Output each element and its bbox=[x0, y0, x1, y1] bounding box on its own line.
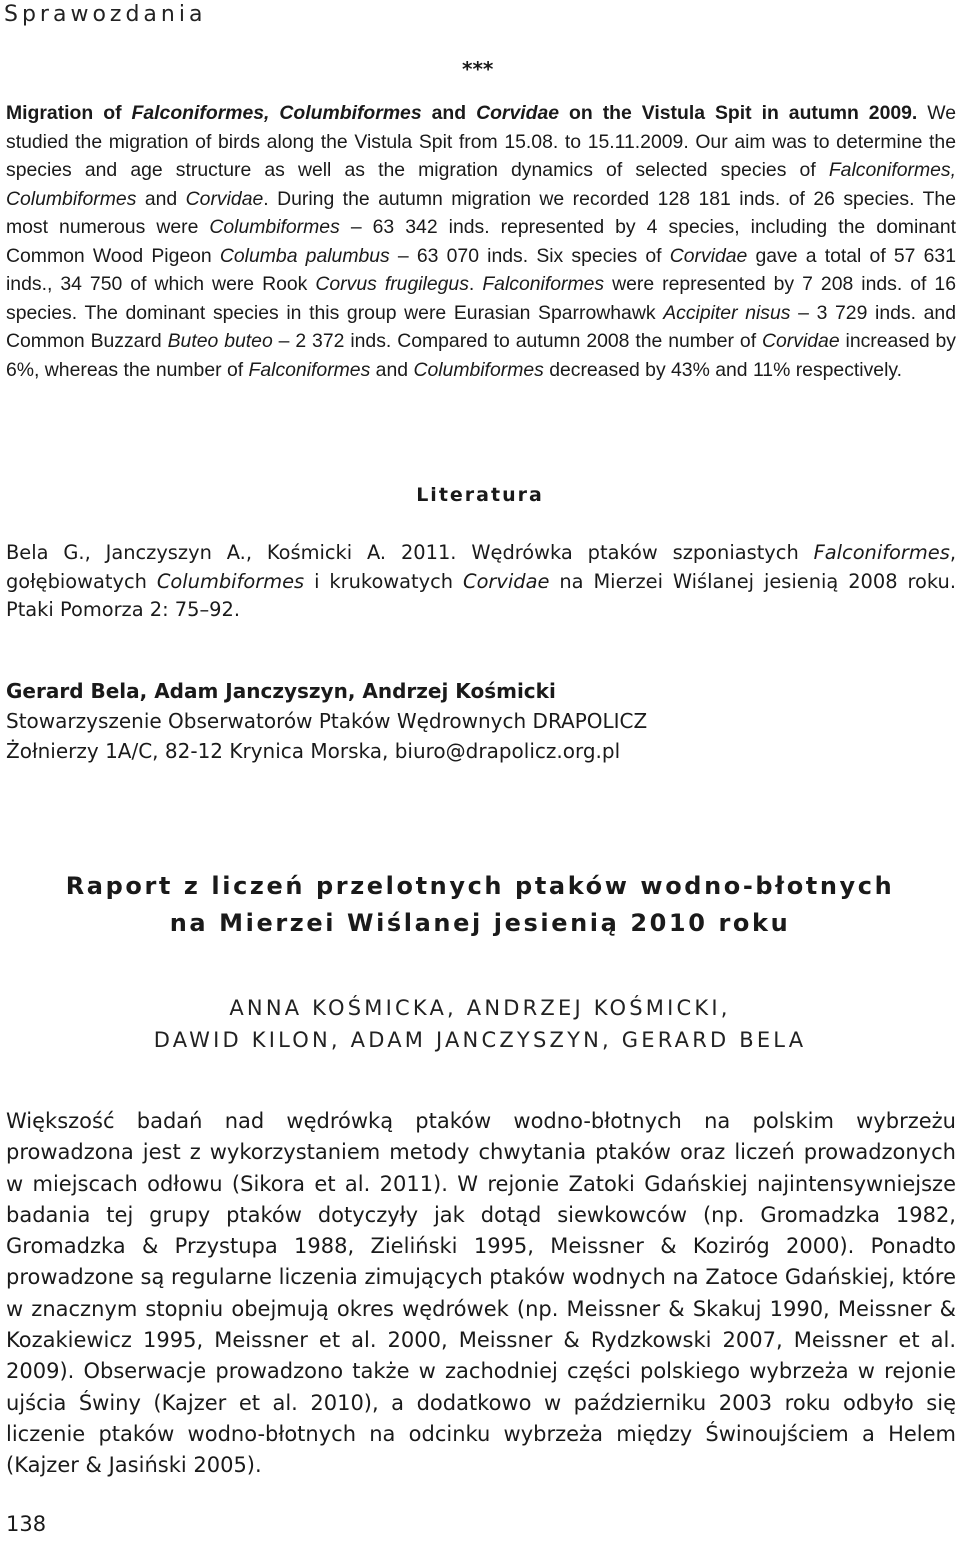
article-authors bbox=[0, 992, 960, 1056]
text-run: – 2 372 inds. Compared to autumn 2008 the number of bbox=[272, 330, 762, 352]
affiliation-organization: Stowarzyszenie Obserwatorów Ptaków Wędrownych DRAPOLICZ bbox=[6, 709, 648, 733]
text-run: increased by 6%, whereas the number of bbox=[6, 330, 956, 381]
italic-text-run: Corvidae bbox=[476, 102, 560, 124]
text-run: and bbox=[136, 187, 186, 210]
italic-text-run: Buteo buteo bbox=[167, 330, 273, 352]
italic-text-run: Corvidae bbox=[185, 187, 264, 210]
italic-text-run: Falconiformes bbox=[482, 273, 605, 295]
literature-heading: Literatura bbox=[416, 484, 544, 506]
text-run: . During the autumn migration we recorded 128 181 inds. of 26 species. The most numerous were bbox=[6, 187, 956, 238]
text-run: – 63 342 inds. represented by 4 species, including the dominant Common Wood Pigeon bbox=[6, 216, 956, 267]
text-run: – 3 729 inds. and Common Buzzard bbox=[6, 301, 956, 352]
italic-text-run: Corvidae bbox=[463, 569, 550, 593]
reference-entry bbox=[6, 539, 956, 625]
italic-text-run: Accipiter nisus bbox=[663, 301, 791, 324]
summary-title bbox=[6, 102, 917, 124]
english-summary bbox=[6, 99, 956, 384]
article-title-line-1: Raport z liczeń przelotnych ptaków wodno-błotnych bbox=[65, 872, 895, 900]
text-run: and bbox=[421, 102, 477, 124]
section-header: Sprawozdania bbox=[4, 2, 207, 27]
page-number: 138 bbox=[6, 1512, 47, 1536]
text-run: and bbox=[370, 358, 414, 381]
author-affiliation bbox=[6, 676, 956, 766]
italic-text-run: Columbiformes bbox=[156, 569, 305, 593]
italic-text-run: Corvus frugilegus bbox=[315, 273, 469, 295]
text-run: . bbox=[468, 273, 483, 295]
italic-text-run: Falconiformes bbox=[248, 358, 371, 381]
article-title bbox=[0, 868, 960, 942]
summary-body bbox=[6, 102, 956, 381]
text-run: gave a total of 57 631 inds., 34 750 of which were Rook bbox=[6, 244, 956, 295]
article-title-line-2: na Mierzei Wiślanej jesienią 2010 roku bbox=[169, 909, 791, 937]
affiliation-names: Gerard Bela, Adam Janczyszyn, Andrzej Kośmicki bbox=[6, 679, 556, 703]
text-run: – 63 070 inds. Six species of bbox=[389, 244, 670, 267]
article-authors-line-2: DAWID KILON, ADAM JANCZYSZYN, GERARD BELA bbox=[153, 1028, 807, 1052]
text-run: , gołębiowatych bbox=[6, 541, 956, 593]
text-run: We studied the migration of birds along the Vistula Spit from 15.08. to 15.11.2009. Our aim was to determine the species and age structure as well as the migration dynamics of selected species of bbox=[6, 102, 957, 181]
text-run: na Mierzei Wiślanej jesienią 2008 roku. Ptaki Pomorza 2: 75–92. bbox=[6, 569, 956, 621]
italic-text-run: Falconiformes, Columbiformes bbox=[6, 159, 956, 210]
italic-text-run: Columbiformes bbox=[209, 216, 340, 238]
italic-text-run: Falconiformes bbox=[813, 541, 950, 564]
text-run: were represented by 7 208 inds. of 16 species. The dominant species in this group were Eurasian Sparrowhawk bbox=[6, 273, 957, 324]
italic-text-run: Columbiformes bbox=[413, 358, 544, 381]
italic-text-run: Columba palumbus bbox=[219, 244, 390, 267]
text-run: decreased by 43% and 11% respectively. bbox=[543, 358, 903, 381]
text-run: on the Vistula Spit in autumn 2009. bbox=[559, 102, 918, 124]
section-separator: *** bbox=[462, 57, 494, 81]
text-run: Bela G., Janczyszyn A., Kośmicki A. 2011. Wędrówka ptaków szponiastych bbox=[6, 541, 814, 564]
text-run: i krukowatych bbox=[304, 569, 464, 593]
text-run: Migration of bbox=[6, 102, 132, 124]
italic-text-run: Corvidae bbox=[762, 330, 840, 352]
article-authors-line-1: ANNA KOŚMICKA, ANDRZEJ KOŚMICKI, bbox=[229, 996, 731, 1020]
article-body: Większość badań nad wędrówką ptaków wodno-błotnych na polskim wybrzeżu prowadzona jest z wykorzystaniem metody chwytania ptaków oraz liczeń prowadzonych w miejscach odłowu (Sikora et al. 2011). W rejonie Zatoki Gdańskiej najintensywniejsze badania tej grupy ptaków dotyczyły jak dotąd siewkowców (np. Gromadzka 1982, Gromadzka & Przystupa 1988, Zieliński 1995, Meissner & Koziróg 2000). Ponadto prowadzone są regularne liczenia zimujących ptaków wodnych na Zatoce Gdańskiej, które w znacznym stopniu obejmują okres wędrówek (np. Meissner & Skakuj 1990, Meissner & Kozakiewicz 1995, Meissner et al. 2000, Meissner & Rydzkowski 2007, Meissner et al. 2009). Obserwacje prowadzono także w zachodniej części polskiego wybrzeża w rejonie ujścia Świny (Kajzer et al. 2010), a dodatkowo w październiku 2003 roku odbyło się liczenie ptaków wodno-błotnych na odcinku wybrzeża między Świnoujściem a Helem (Kajzer & Jasiński 2005). bbox=[6, 1109, 956, 1478]
affiliation-address: Żołnierzy 1A/C, 82-12 Krynica Morska, biuro@drapolicz.org.pl bbox=[6, 739, 621, 763]
italic-text-run: Falconiformes, Columbiformes bbox=[131, 102, 422, 124]
italic-text-run: Corvidae bbox=[669, 244, 748, 267]
